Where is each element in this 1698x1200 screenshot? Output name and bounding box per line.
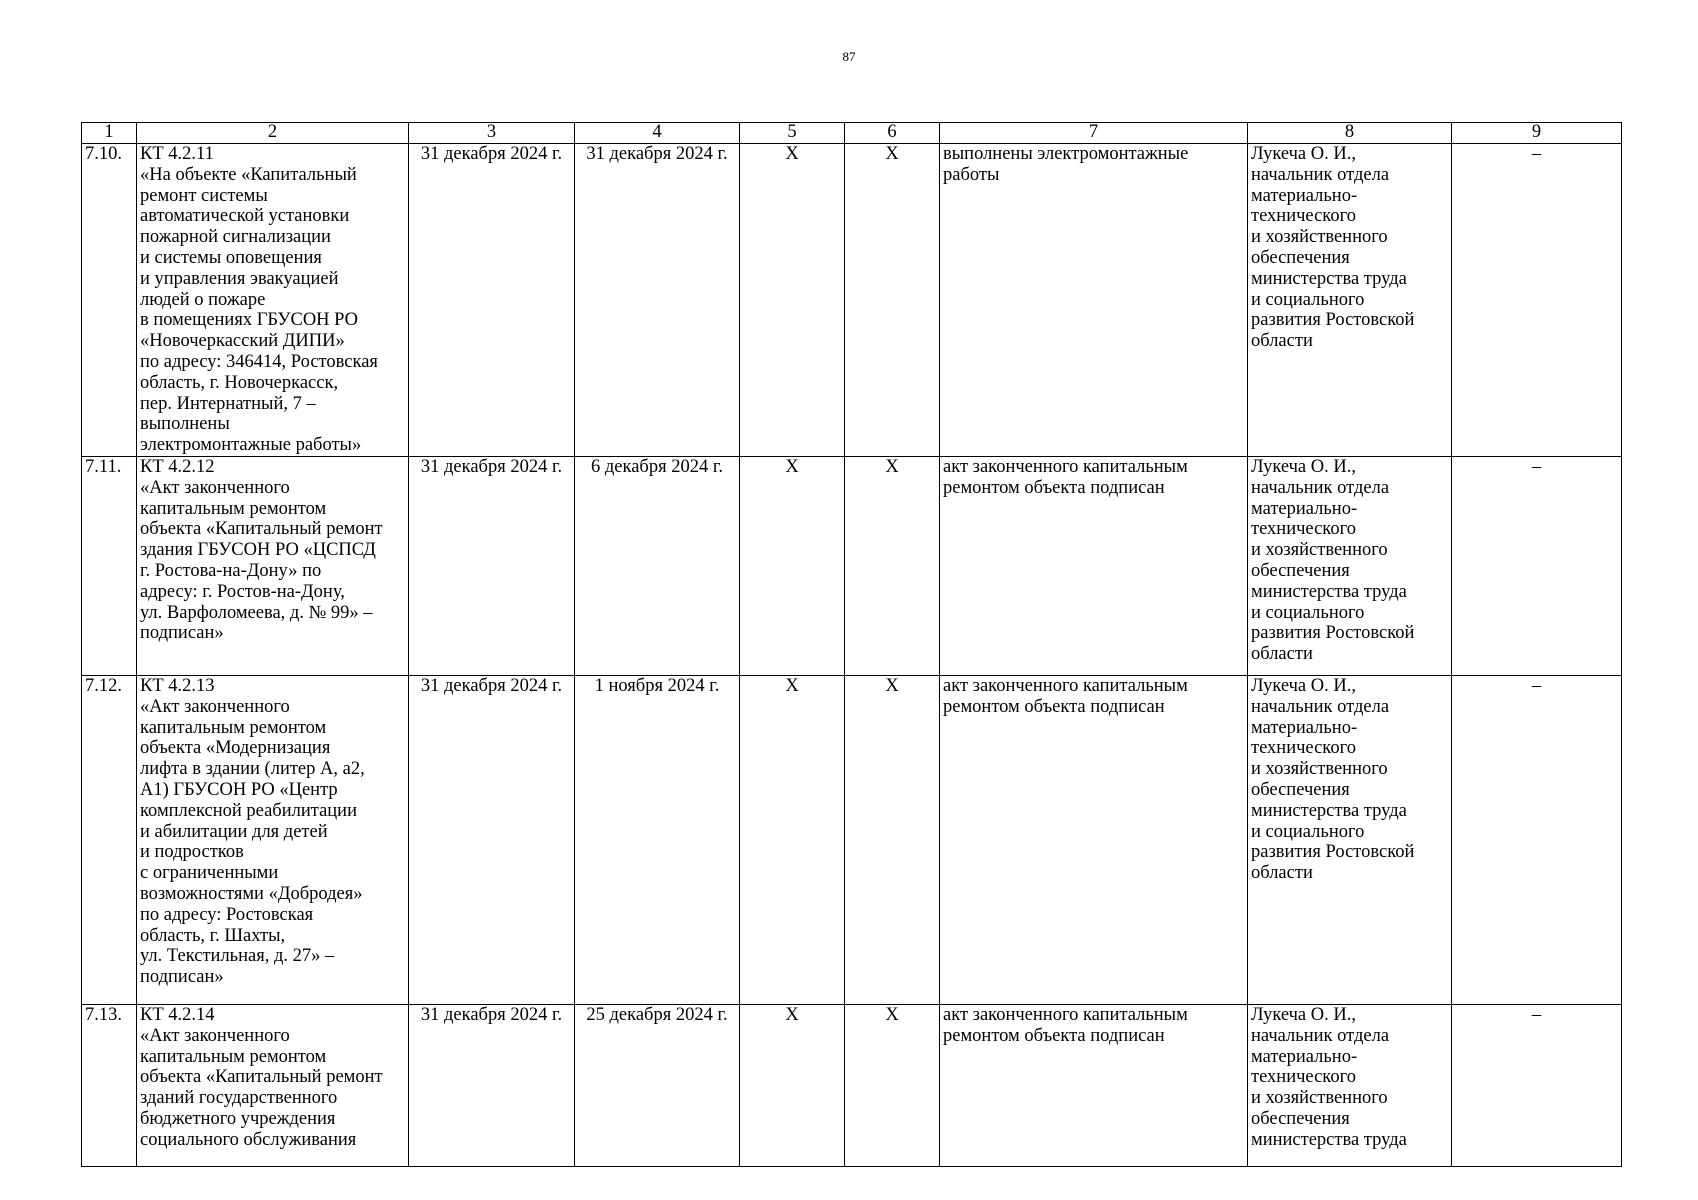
plan-date: 31 декабря 2024 г. — [409, 675, 575, 1004]
header-row — [82, 123, 1622, 144]
column-9-dash: – — [1452, 456, 1622, 675]
column-header: 4 — [575, 123, 740, 144]
row-number: 7.12. — [82, 675, 137, 1004]
column-6-mark: X — [845, 144, 940, 457]
fact-date: 31 декабря 2024 г. — [575, 144, 740, 457]
event-description: КТ 4.2.13 «Акт законченного капитальным ремонтом объекта «Модернизация лифта в здании (литер А, а2, А1) ГБУСОН РО «Центр комплексной реабилитации и абилитации для детей и подростков с ограниченными возможностями «Добродея» по адресу: Ростовская область, г. Шахты, ул. Текстильная, д. 27» – подписан» — [137, 675, 409, 1004]
row-number: 7.13. — [82, 1004, 137, 1166]
column-header: 2 — [137, 123, 409, 144]
column-5-mark: X — [740, 456, 845, 675]
result-text: выполнены электромонтажные работы — [940, 144, 1248, 457]
column-header: 6 — [845, 123, 940, 144]
column-header: 8 — [1248, 123, 1452, 144]
column-6-mark: X — [845, 456, 940, 675]
column-header: 7 — [940, 123, 1248, 144]
column-header: 9 — [1452, 123, 1622, 144]
page-number: 87 — [842, 49, 856, 64]
row-number: 7.11. — [82, 456, 137, 675]
responsible-person: Лукеча О. И., начальник отдела материально- технического и хозяйственного обеспечения министерства труда и социального развития Ростовской области — [1248, 675, 1452, 1004]
table-row — [82, 1004, 1622, 1166]
plan-date: 31 декабря 2024 г. — [409, 144, 575, 457]
event-description: КТ 4.2.12 «Акт законченного капитальным ремонтом объекта «Капитальный ремонт здания ГБУСОН РО «ЦСПСД г. Ростова-на-Дону» по адресу: г. Ростов-на-Дону, ул. Варфоломеева, д. № 99» – подписан» — [137, 456, 409, 675]
plan-date: 31 декабря 2024 г. — [409, 1004, 575, 1166]
responsible-person: Лукеча О. И., начальник отдела материально- технического и хозяйственного обеспечения министерства труда и социального развития Ростовской области — [1248, 144, 1452, 457]
column-header: 5 — [740, 123, 845, 144]
column-9-dash: – — [1452, 1004, 1622, 1166]
table-row — [82, 456, 1622, 675]
result-text: акт законченного капитальным ремонтом объекта подписан — [940, 456, 1248, 675]
column-6-mark: X — [845, 1004, 940, 1166]
event-description: КТ 4.2.14 «Акт законченного капитальным ремонтом объекта «Капитальный ремонт зданий государственного бюджетного учреждения социального обслуживания — [137, 1004, 409, 1166]
column-9-dash: – — [1452, 144, 1622, 457]
plan-date: 31 декабря 2024 г. — [409, 456, 575, 675]
column-6-mark: X — [845, 675, 940, 1004]
report-table — [81, 122, 1622, 1167]
column-header: 3 — [409, 123, 575, 144]
result-text: акт законченного капитальным ремонтом объекта подписан — [940, 1004, 1248, 1166]
fact-date: 1 ноября 2024 г. — [575, 675, 740, 1004]
event-description: КТ 4.2.11 «На объекте «Капитальный ремонт системы автоматической установки пожарной сигнализации и системы оповещения и управления эвакуацией людей о пожаре в помещениях ГБУСОН РО «Новочеркасский ДИПИ» по адресу: 346414, Ростовская область, г. Новочеркасск, пер. Интернатный, 7 – выполнены электромонтажные работы» — [137, 144, 409, 457]
column-5-mark: X — [740, 675, 845, 1004]
fact-date: 6 декабря 2024 г. — [575, 456, 740, 675]
column-5-mark: X — [740, 1004, 845, 1166]
table-row — [82, 675, 1622, 1004]
column-header: 1 — [82, 123, 137, 144]
column-9-dash: – — [1452, 675, 1622, 1004]
responsible-person: Лукеча О. И., начальник отдела материально- технического и хозяйственного обеспечения министерства труда и социального развития Ростовской области — [1248, 456, 1452, 675]
result-text: акт законченного капитальным ремонтом объекта подписан — [940, 675, 1248, 1004]
responsible-person: Лукеча О. И., начальник отдела материально- технического и хозяйственного обеспечения министерства труда — [1248, 1004, 1452, 1166]
row-number: 7.10. — [82, 144, 137, 457]
fact-date: 25 декабря 2024 г. — [575, 1004, 740, 1166]
table-row — [82, 144, 1622, 457]
column-5-mark: X — [740, 144, 845, 457]
